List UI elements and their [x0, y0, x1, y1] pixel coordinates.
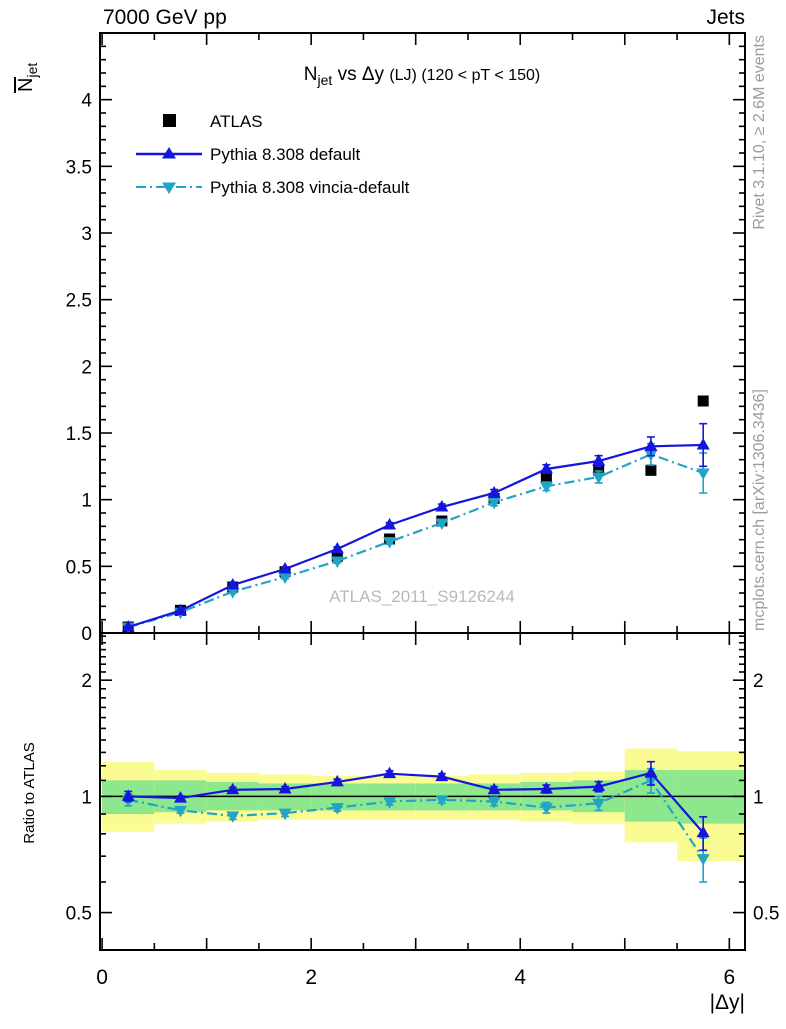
legend-label-default: Pythia 8.308 default — [210, 145, 361, 164]
ratio-tick-label: 1 — [753, 787, 764, 809]
x-tick-label: 6 — [723, 966, 736, 989]
ratio-tick-label: 2 — [753, 671, 764, 693]
njet-symbol: N — [15, 77, 37, 92]
analysis-watermark: ATLAS_2011_S9126244 — [329, 587, 515, 606]
legend-marker-atlas — [163, 114, 176, 127]
data-marker-triangle-down — [540, 482, 553, 494]
title-observable-sub: jet — [317, 72, 333, 88]
x-tick-label: 2 — [305, 966, 318, 989]
ratio-tick-label: 1 — [81, 787, 92, 809]
x-tick-label: 4 — [514, 966, 527, 989]
title-vs: vs Δy — [332, 64, 390, 85]
data-marker-triangle-up — [644, 439, 657, 451]
legend-label-vincia: Pythia 8.308 vincia-default — [210, 178, 410, 197]
y-tick-label: 0 — [81, 624, 92, 645]
x-axis-title: |Δy| — [709, 991, 745, 1014]
legend-label-atlas: ATLAS — [210, 112, 263, 131]
analysis-group-label: Jets — [706, 6, 745, 29]
rivet-version-note: Rivet 3.1.10, ≥ 2.6M events — [751, 35, 768, 230]
title-cut: (LJ) (120 < pT < 150) — [389, 67, 541, 84]
uncertainty-bands — [100, 749, 745, 861]
y-tick-label: 4 — [81, 90, 92, 112]
main-panel-frame — [100, 33, 745, 633]
y-axis-title-text — [15, 63, 40, 92]
ratio-tick-label: 0.5 — [65, 903, 92, 925]
mcplots-arxiv-note: mcplots.cern.ch [arXiv:1306.3436] — [751, 389, 768, 631]
y-tick-label: 2.5 — [65, 290, 92, 312]
legend-marker-vincia — [162, 183, 176, 195]
data-marker-square — [645, 465, 656, 476]
data-marker-triangle-up — [697, 438, 710, 450]
y-tick-label: 1 — [81, 490, 92, 512]
title-observable: N — [303, 64, 318, 85]
legend-marker-default — [162, 147, 176, 159]
ratio-tick-label: 2 — [81, 671, 92, 693]
data-marker-triangle-down — [697, 469, 710, 481]
y-axis-title-main — [15, 63, 40, 93]
data-marker-triangle-up — [383, 767, 396, 779]
beam-energy-label: 7000 GeV pp — [103, 6, 227, 29]
ratio-axis-title: Ratio to ATLAS — [21, 742, 38, 844]
legend — [136, 112, 410, 197]
ratio-tick-label: 0.5 — [753, 903, 780, 925]
y-tick-label: 0.5 — [65, 557, 92, 579]
data-marker-square — [698, 396, 709, 407]
plot-title — [304, 64, 540, 88]
y-tick-label: 3.5 — [65, 157, 92, 179]
x-tick-label: 0 — [96, 966, 108, 989]
x-axis-labels — [96, 966, 735, 989]
y-tick-label: 2 — [81, 357, 92, 379]
njet-subscript: jet — [24, 62, 40, 78]
y-tick-label: 1.5 — [65, 424, 92, 445]
y-tick-label: 3 — [81, 224, 92, 245]
